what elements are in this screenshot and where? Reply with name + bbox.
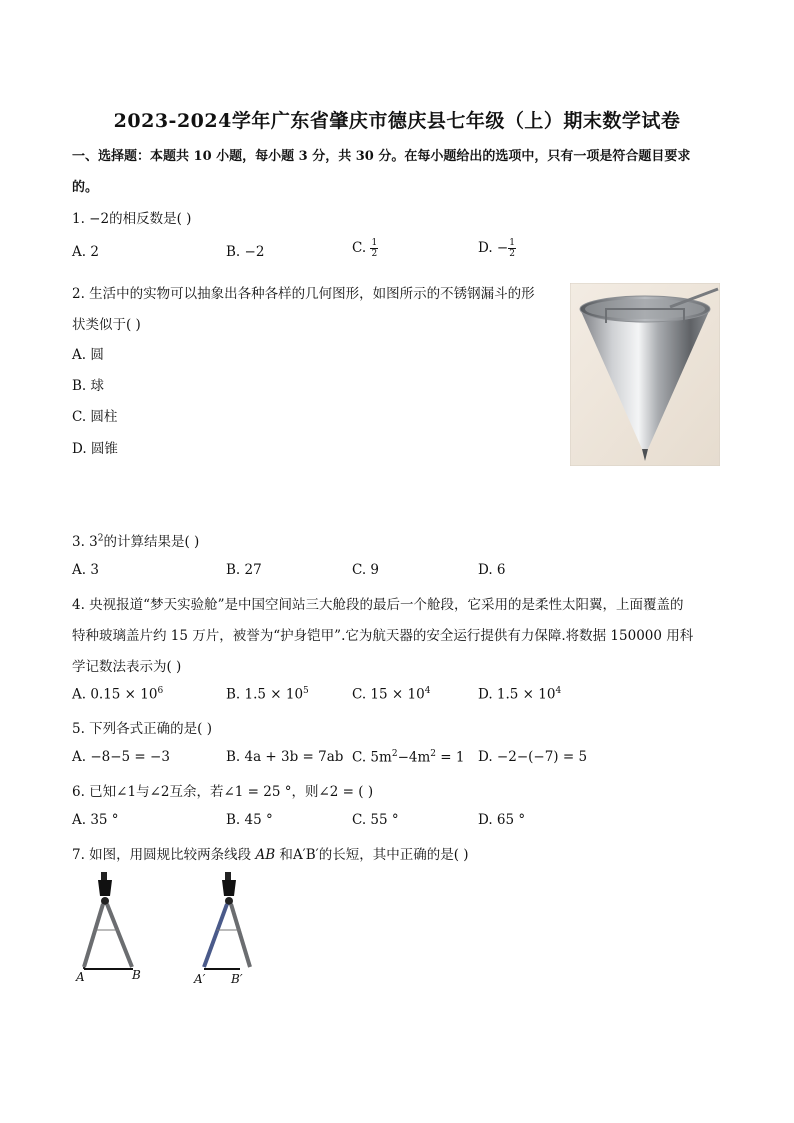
- question-4-stem-cont1: 特种玻璃盖片约 15 万片，被誉为“护身铠甲”.它为航天器的安全运行提供有力保障.将数据 150000 用科: [72, 628, 694, 644]
- q4-option-c: C. $15 \times 10^4$: [352, 686, 431, 703]
- q5-option-c: C. $5m^2-4m^2 = 1$: [352, 749, 465, 766]
- q6-option-b: B. 45 °: [226, 812, 273, 828]
- point-b-prime-label: B′: [231, 972, 243, 986]
- question-4-stem: 4. 央视报道“梦天实验舱”是中国空间站三大舱段的最后一个舱段，它采用的是柔性太阳翼，上面覆盖的: [72, 597, 684, 613]
- q1-option-b: B. −2: [226, 244, 265, 260]
- question-3-stem: [72, 530, 199, 550]
- q4-option-b: B. $1.5 \times 10^5$: [226, 686, 309, 703]
- q4-option-a: A. $0.15 \times 10^6$: [72, 686, 164, 703]
- q6-option-c: C. 55 °: [352, 812, 399, 828]
- q6-option-a: A. 35 °: [72, 812, 119, 828]
- q1-option-c: [352, 238, 378, 259]
- page-title: 2023-2024学年广东省肇庆市德庆县七年级（上）期末数学试卷: [113, 110, 681, 132]
- question-5-stem: 5. 下列各式正确的是( ): [72, 721, 212, 737]
- q2-option-d: D. 圆锥: [72, 441, 118, 457]
- q3-option-a: A. 3: [72, 562, 99, 578]
- question-2-stem: 2. 生活中的实物可以抽象出各种各样的几何图形，如图所示的不锈钢漏斗的形: [72, 286, 535, 302]
- q5-option-b: B. 4a + 3b = 7ab: [226, 749, 344, 765]
- q3-stem-base: 3. 3: [72, 534, 98, 550]
- q2-option-b: B. 球: [72, 378, 105, 394]
- q2-option-a: A. 圆: [72, 347, 104, 363]
- q6-option-d: D. 65 °: [478, 812, 526, 828]
- q2-option-c: C. 圆柱: [72, 409, 118, 425]
- point-a-prime-label: A′: [194, 972, 206, 986]
- q3-option-c: C. 9: [352, 562, 380, 578]
- q3-stem-exponent: 2: [97, 533, 104, 544]
- segment-ab-label: AB: [255, 847, 276, 863]
- q1-option-c-fraction: $\frac{1}{2}$: [371, 238, 378, 259]
- point-b-label: B: [132, 968, 141, 982]
- q4-option-d: D. $1.5 \times 10^4$: [478, 686, 562, 703]
- q3-stem-text: 的计算结果是( ): [103, 534, 200, 550]
- q1-option-d-prefix: D. −: [478, 240, 509, 256]
- q5-option-d: D. −2−(−7) = 5: [478, 749, 588, 765]
- q1-option-a: A. 2: [72, 244, 99, 260]
- question-1-stem: 1. −2的相反数是( ): [72, 211, 192, 227]
- point-a-label: A: [76, 970, 85, 984]
- question-2-stem-cont: 状类似于( ): [72, 317, 141, 333]
- q3-option-b: B. 27: [226, 562, 262, 578]
- question-7-stem: 7. 如图，用圆规比较两条线段 AB 和A′B′的长短，其中正确的是( ): [72, 847, 469, 863]
- section-heading-cont: 的。: [72, 180, 99, 195]
- segment-apbp-label: A′B′: [292, 847, 319, 863]
- funnel-image: [570, 283, 720, 466]
- question-6-stem: 6. 已知∠1与∠2互余，若∠1 = 25 °，则∠2 = ( ): [72, 784, 374, 800]
- section-heading: 一、选择题：本题共 10 小题，每小题 3 分，共 30 分。在每小题给出的选项中，只有一项是符合题目要求: [72, 149, 691, 164]
- q5-option-a: A. −8−5 = −3: [72, 749, 170, 765]
- q3-option-d: D. 6: [478, 562, 506, 578]
- question-4-stem-cont2: 学记数法表示为( ): [72, 659, 182, 675]
- q1-option-d: [478, 238, 516, 259]
- q1-option-d-fraction: $\frac{1}{2}$: [509, 238, 515, 259]
- q1-option-c-prefix: C.: [352, 240, 371, 256]
